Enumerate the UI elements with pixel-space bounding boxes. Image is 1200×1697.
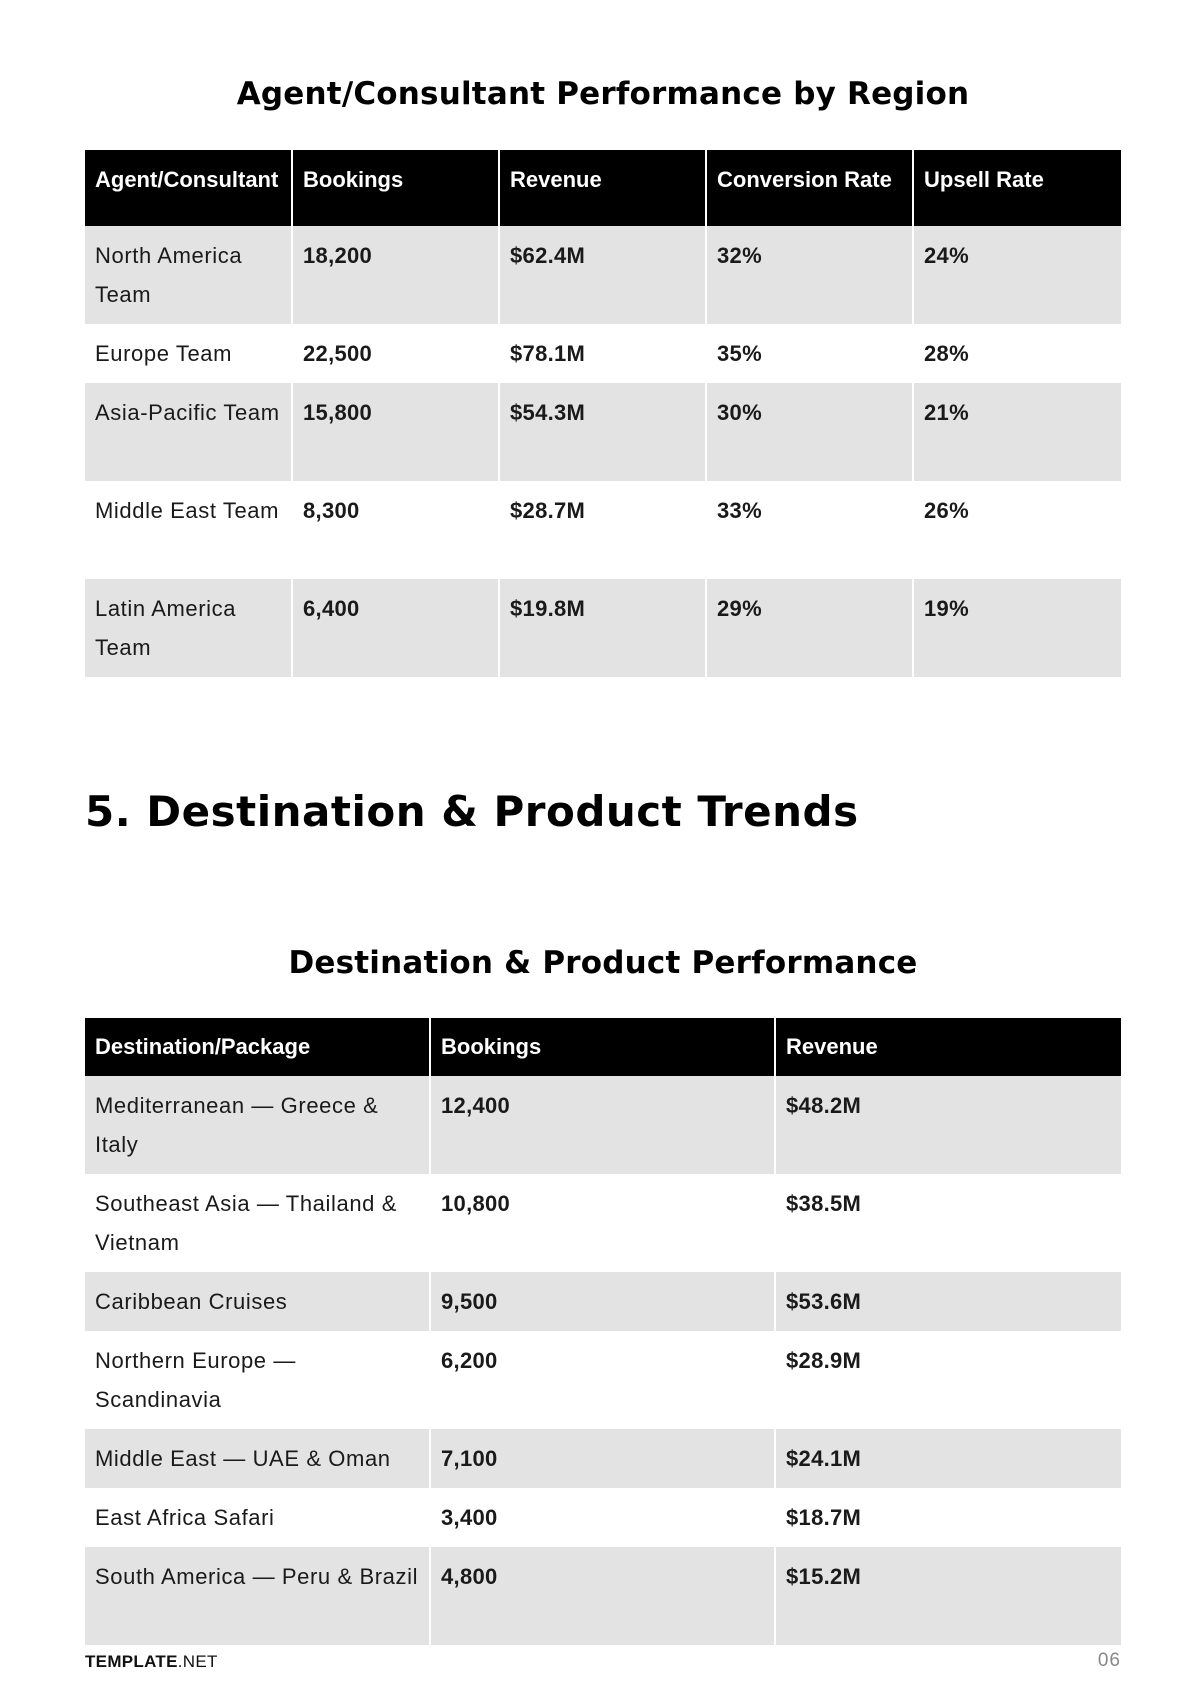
table-row	[85, 1547, 1121, 1645]
table-header-row	[85, 150, 1121, 226]
region-performance-table	[85, 150, 1122, 677]
revenue-cell: $48.2M	[775, 1076, 1121, 1174]
table-row	[85, 1429, 1121, 1488]
table-row	[85, 1272, 1121, 1331]
table-row	[85, 481, 1121, 579]
bookings-cell: 22,500	[292, 324, 499, 383]
column-header: Conversion Rate	[706, 150, 913, 226]
brand-domain: .NET	[177, 1652, 218, 1671]
table-row	[85, 1174, 1121, 1272]
conversion-rate-cell: 29%	[706, 579, 913, 677]
revenue-cell: $28.7M	[499, 481, 706, 579]
revenue-cell: $19.8M	[499, 579, 706, 677]
upsell-rate-cell: 21%	[913, 383, 1121, 481]
upsell-rate-cell: 19%	[913, 579, 1121, 677]
revenue-cell: $28.9M	[775, 1331, 1121, 1429]
column-header: Bookings	[430, 1018, 775, 1076]
team-cell: Asia-Pacific Team	[85, 383, 292, 481]
bookings-cell: 6,200	[430, 1331, 775, 1429]
section-heading: 5. Destination & Product Trends	[85, 787, 859, 836]
destination-cell: South America — Peru & Brazil	[85, 1547, 430, 1645]
bookings-cell: 12,400	[430, 1076, 775, 1174]
conversion-rate-cell: 30%	[706, 383, 913, 481]
conversion-rate-cell: 32%	[706, 226, 913, 324]
column-header: Agent/Consultant	[85, 150, 292, 226]
revenue-cell: $15.2M	[775, 1547, 1121, 1645]
destination-cell: Caribbean Cruises	[85, 1272, 430, 1331]
region-table-title: Agent/Consultant Performance by Region	[236, 76, 970, 112]
destination-cell: East Africa Safari	[85, 1488, 430, 1547]
column-header: Destination/Package	[85, 1018, 430, 1076]
upsell-rate-cell: 26%	[913, 481, 1121, 579]
team-cell: Middle East Team	[85, 481, 292, 579]
revenue-cell: $24.1M	[775, 1429, 1121, 1488]
bookings-cell: 15,800	[292, 383, 499, 481]
upsell-rate-cell: 28%	[913, 324, 1121, 383]
destination-cell: Southeast Asia — Thailand & Vietnam	[85, 1174, 430, 1272]
column-header: Bookings	[292, 150, 499, 226]
brand-name: TEMPLATE	[85, 1652, 178, 1671]
revenue-cell: $78.1M	[499, 324, 706, 383]
table-row	[85, 324, 1121, 383]
team-cell: Latin America Team	[85, 579, 292, 677]
bookings-cell: 3,400	[430, 1488, 775, 1547]
destination-cell: Middle East — UAE & Oman	[85, 1429, 430, 1488]
bookings-cell: 6,400	[292, 579, 499, 677]
conversion-rate-cell: 33%	[706, 481, 913, 579]
team-cell: North America Team	[85, 226, 292, 324]
revenue-cell: $38.5M	[775, 1174, 1121, 1272]
destination-table-title: Destination & Product Performance	[288, 945, 918, 981]
table-row	[85, 1076, 1121, 1174]
page-number: 06	[1097, 1650, 1121, 1671]
table-row	[85, 1331, 1121, 1429]
table-row	[85, 226, 1121, 324]
revenue-cell: $18.7M	[775, 1488, 1121, 1547]
revenue-cell: $62.4M	[499, 226, 706, 324]
destination-cell: Mediterranean — Greece & Italy	[85, 1076, 430, 1174]
table-header-row	[85, 1018, 1121, 1076]
column-header: Revenue	[775, 1018, 1121, 1076]
footer-brand-logo	[85, 1652, 218, 1672]
team-cell: Europe Team	[85, 324, 292, 383]
column-header: Revenue	[499, 150, 706, 226]
column-header: Upsell Rate	[913, 150, 1121, 226]
destination-cell: Northern Europe — Scandinavia	[85, 1331, 430, 1429]
revenue-cell: $54.3M	[499, 383, 706, 481]
bookings-cell: 18,200	[292, 226, 499, 324]
table-row	[85, 579, 1121, 677]
bookings-cell: 8,300	[292, 481, 499, 579]
destination-performance-table	[85, 1018, 1122, 1645]
table-row	[85, 383, 1121, 481]
bookings-cell: 7,100	[430, 1429, 775, 1488]
upsell-rate-cell: 24%	[913, 226, 1121, 324]
bookings-cell: 4,800	[430, 1547, 775, 1645]
conversion-rate-cell: 35%	[706, 324, 913, 383]
bookings-cell: 10,800	[430, 1174, 775, 1272]
table-row	[85, 1488, 1121, 1547]
bookings-cell: 9,500	[430, 1272, 775, 1331]
revenue-cell: $53.6M	[775, 1272, 1121, 1331]
